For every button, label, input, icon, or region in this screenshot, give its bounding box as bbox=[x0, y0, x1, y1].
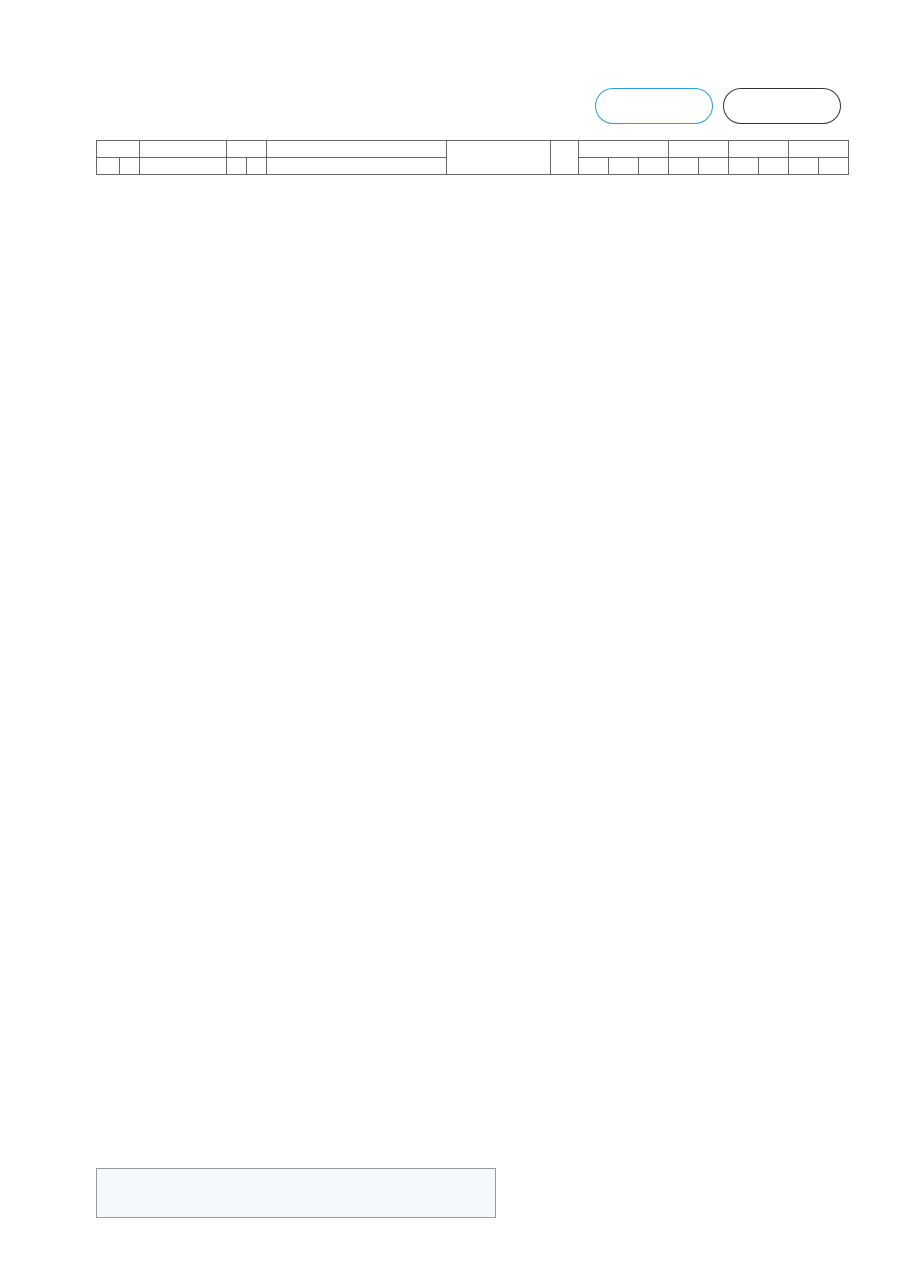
th-nouki-2 bbox=[227, 141, 267, 158]
cream-coating-badge bbox=[723, 88, 841, 124]
spec-table-140 bbox=[96, 140, 849, 175]
th-mw bbox=[669, 158, 699, 175]
th-code-2 bbox=[267, 158, 447, 175]
th-s bbox=[759, 158, 789, 175]
th-price bbox=[447, 141, 551, 175]
coating-notice-box bbox=[96, 1168, 496, 1218]
th-h bbox=[609, 158, 639, 175]
th-nouki bbox=[97, 141, 140, 158]
th-depth bbox=[729, 141, 789, 158]
th-code bbox=[140, 158, 227, 175]
th-door bbox=[551, 141, 579, 175]
th-wood bbox=[140, 141, 227, 158]
th-lb-2 bbox=[227, 158, 247, 175]
th-c-2 bbox=[247, 158, 267, 175]
th-mh bbox=[699, 158, 729, 175]
th-outer bbox=[579, 141, 669, 158]
th-weight bbox=[789, 141, 849, 158]
th-d bbox=[639, 158, 669, 175]
th-ws bbox=[819, 158, 849, 175]
th-c bbox=[120, 158, 140, 175]
light-beige-coating-badge bbox=[595, 88, 713, 124]
th-wb bbox=[789, 158, 819, 175]
th-lb bbox=[97, 158, 120, 175]
th-steel bbox=[267, 141, 447, 158]
th-b bbox=[729, 158, 759, 175]
th-mount bbox=[669, 141, 729, 158]
th-w bbox=[579, 158, 609, 175]
